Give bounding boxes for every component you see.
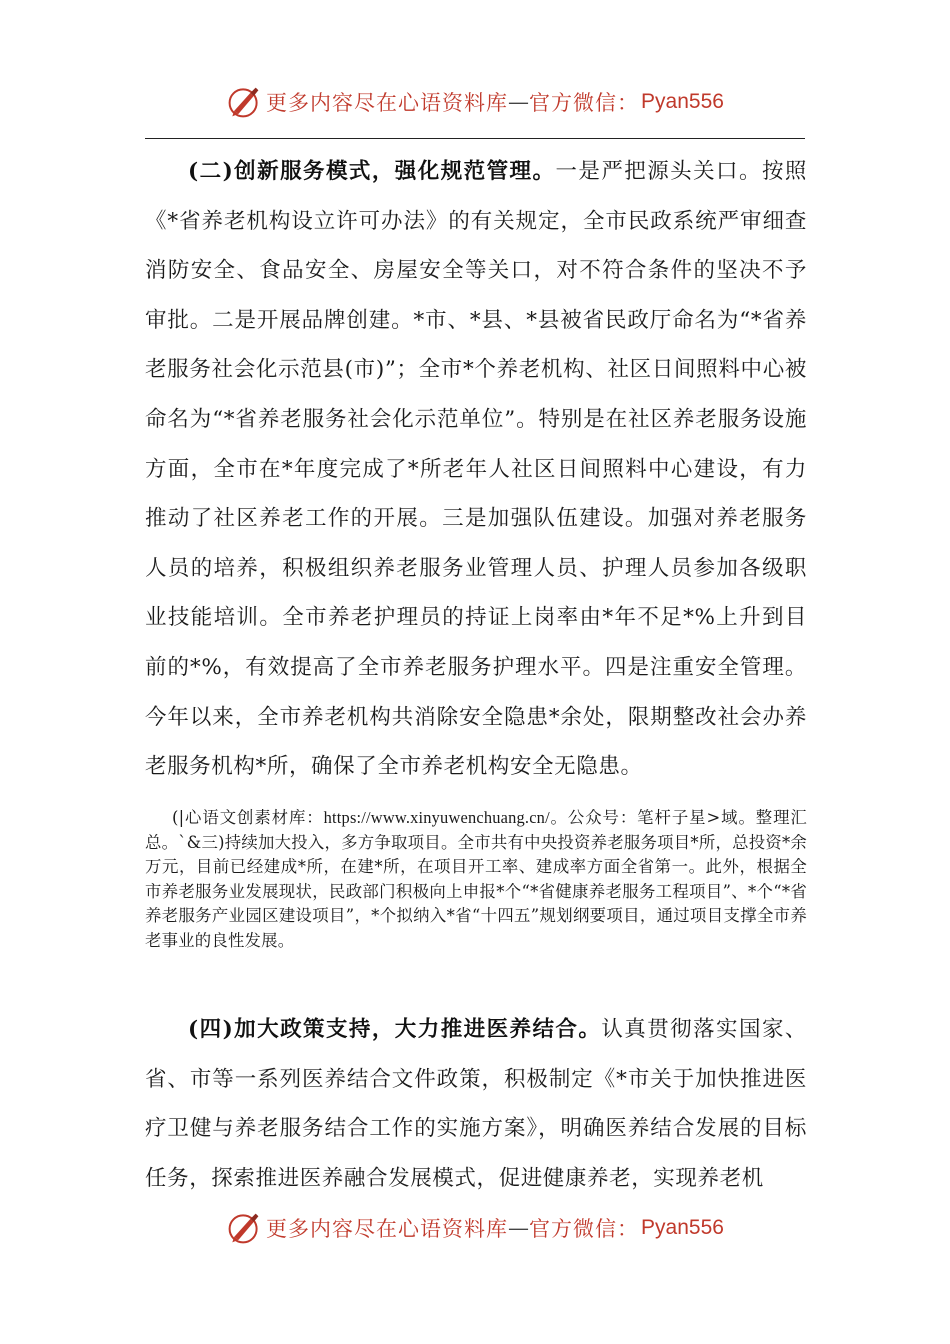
brand-text: 更多内容尽在心语资料库 (266, 1217, 509, 1241)
section-4-heading: (四)加大政策支持，大力推进医养结合。 (188, 1017, 602, 1042)
wechat-label: 官方微信： (529, 91, 640, 115)
section-2-body: 一是严把源头关口。按照《*省养老机构设立许可办法》的有关规定，全市民政系统严审细查消防安全、食品安全、房屋安全等关口，对不符合条件的坚决不予审批。二是开展品牌创建。*市、*县、*县被省民政厅命名为“*省养老服务社会化示范县(市)”；全市*个养老机构、社区日间照料中心被命名为“*省养老服务社会化示范单位”。特别是在社区养老服务设施方面，全市在*年度完成了*所老年人社区日间照料中心建设，有力推动了社区养老工作的开展。三是加强队伍建设。加强对养老服务人员的培养，积极组织养老服务业管理人员、护理人员参加各级职业技能培训。全市养老护理员的持证上岗率由*年不足*%上升到目前的*%，有效提高了全市养老服务护理水平。四是注重安全管理。今年以来，全市养老机构共消除安全隐患*余处，限期整改社会办养老服务机构*所，确保了全市养老机构安全无隐患。 (145, 159, 807, 780)
wechat-id: Pyan556 (641, 90, 724, 113)
banner-separator: — (508, 1216, 530, 1240)
footer-banner (0, 1208, 950, 1248)
header-divider (145, 138, 805, 139)
pen-circle-logo-icon (226, 84, 262, 120)
wechat-id: Pyan556 (641, 1216, 724, 1239)
source-url-link[interactable]: https://www.xinyuwenchuang.cn/ (323, 808, 550, 827)
section-2-paragraph (145, 147, 807, 792)
pen-circle-logo-icon (226, 1210, 262, 1246)
section-3-paragraph (145, 806, 807, 954)
banner-separator: — (508, 90, 530, 114)
section-3-prefix: (|心语文创素材库： (172, 808, 324, 827)
brand-text: 更多内容尽在心语资料库 (266, 91, 509, 115)
section-4-paragraph (145, 1005, 807, 1203)
header-banner (0, 82, 950, 122)
section-4-body: 认真贯彻落实国家、省、市等一系列医养结合文件政策，积极制定《*市关于加快推进医疗卫健与养老服务结合工作的实施方案》，明确医养结合发展的目标任务，探索推进医养融合发展模式，促进健康养老，实现养老机 (145, 1017, 807, 1191)
section-2-heading: (二)创新服务模式，强化规范管理。 (188, 159, 556, 184)
section-3-body: 。公众号：笔杆子星>域。整理汇总。`&三)持续加大投入，多方争取项目。全市共有中央投资养老服务项目*所，总投资*余万元，目前已经建成*所，在建*所，在项目开工率、建成率方面全省第一。此外，根据全市养老服务业发展现状，民政部门积极向上申报*个“*省健康养老服务工程项目”、*个“*省养老服务产业园区建设项目”，*个拟纳入*省“十四五”规划纲要项目，通过项目支撑全市养老事业的良性发展。 (145, 808, 808, 950)
wechat-label: 官方微信： (529, 1217, 640, 1241)
